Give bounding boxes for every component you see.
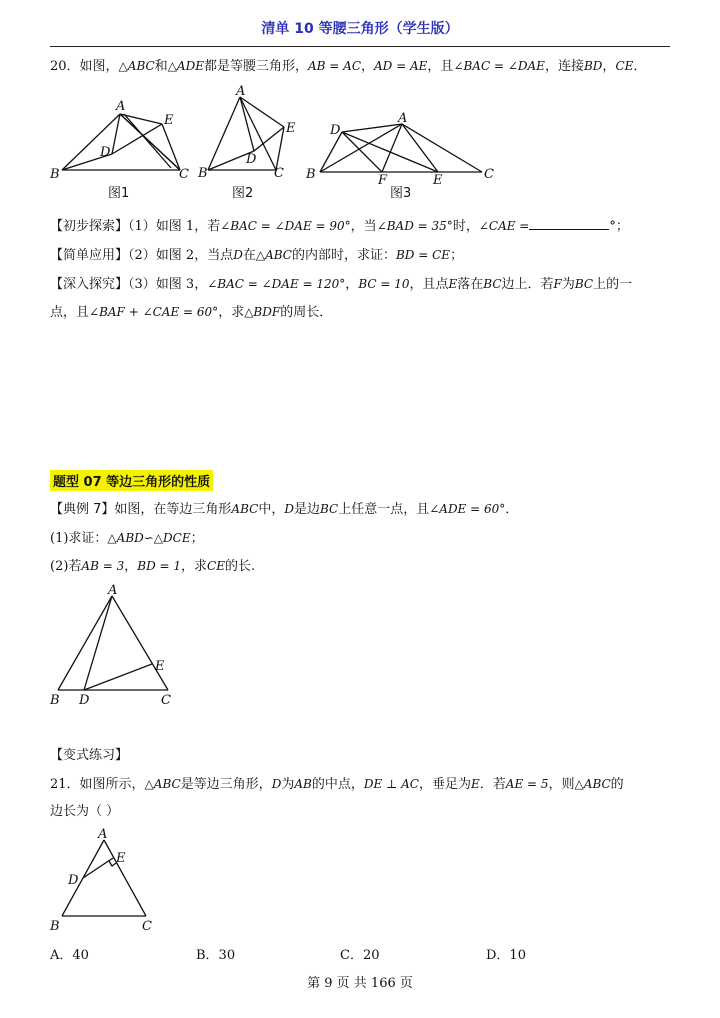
example7-stem: 【典例 7】如图，在等边三角形ABC中，D是边BC上任意一点，且∠ADE = 60°．: [50, 502, 519, 517]
label-D: D: [79, 693, 90, 708]
label-A: A: [116, 99, 126, 114]
label-A: A: [108, 583, 118, 598]
label-E: E: [116, 851, 126, 866]
choice-d[interactable]: D．10: [486, 948, 526, 963]
label-A: A: [398, 111, 408, 126]
label-C: C: [484, 167, 494, 182]
section-heading: 题型 07 等边三角形的性质: [50, 470, 213, 491]
q21-stem: 21．如图所示，△ABC是等边三角形，D为AB的中点，DE ⊥ AC，垂足为E．若AE = 5，则△ABC的: [50, 777, 624, 792]
label-B: B: [50, 167, 60, 182]
label-B: B: [306, 167, 316, 182]
q20-part2: 【简单应用】（2）如图 2，当点D在△ABC的内部时，求证：BD = CE；: [50, 248, 464, 263]
choice-c[interactable]: C．20: [340, 948, 380, 963]
label-C: C: [179, 167, 189, 182]
label-E: E: [164, 113, 174, 128]
q20-part1: 【初步探索】（1）如图 1，若∠BAC = ∠DAE = 90°，当∠BAD = 35°时，∠CAE = °；: [50, 219, 629, 234]
choice-a[interactable]: A．40: [50, 948, 89, 963]
label-B: B: [198, 166, 208, 181]
fig1-caption: 图1: [108, 186, 130, 201]
label-A: A: [98, 827, 108, 842]
q21-figure: [48, 826, 168, 936]
example7-part2: (2)若AB = 3，BD = 1，求CE的长.: [50, 559, 256, 574]
answer-blank[interactable]: [529, 217, 609, 230]
label-E: E: [286, 121, 296, 136]
header-divider: [50, 46, 670, 47]
label-B: B: [50, 919, 60, 934]
label-E: E: [155, 659, 165, 674]
q20-figure-3: [306, 108, 500, 188]
label-D: D: [68, 873, 79, 888]
practice-heading: 【变式练习】: [50, 748, 129, 763]
label-F: F: [378, 173, 388, 188]
label-D: D: [246, 152, 257, 167]
label-D: D: [330, 123, 341, 138]
fig3-caption: 图3: [390, 186, 412, 201]
label-C: C: [142, 919, 152, 934]
example7-part1: (1)求证：△ABD∽△DCE；: [50, 531, 204, 546]
label-C: C: [161, 693, 171, 708]
page-footer: 第 9 页 共 166 页: [307, 976, 413, 991]
q21-stem-cont: 边长为（ ）: [50, 804, 120, 819]
q20-stem: 20．如图，△ABC和△ADE都是等腰三角形，AB = AC，AD = AE，且∠BAC = ∠DAE，连接BD，CE．: [50, 59, 647, 74]
page-header-title: 清单 10 等腰三角形（学生版）: [261, 21, 459, 37]
label-C: C: [274, 166, 284, 181]
q20-figure-2: [198, 85, 308, 185]
label-E: E: [433, 173, 443, 188]
q20-part3-cont: 点，且∠BAF + ∠CAE = 60°，求△BDF的周长．: [50, 305, 333, 320]
label-D: D: [100, 145, 111, 160]
example7-figure: [48, 582, 188, 710]
label-B: B: [50, 693, 60, 708]
q20-part3: 【深入探究】（3）如图 3，∠BAC = ∠DAE = 120°，BC = 10，且点E落在BC边上．若F为BC上的一: [50, 277, 633, 292]
label-A: A: [236, 85, 246, 99]
q20-figure-1: [50, 90, 200, 185]
fig2-caption: 图2: [232, 186, 254, 201]
choice-b[interactable]: B．30: [196, 948, 236, 963]
